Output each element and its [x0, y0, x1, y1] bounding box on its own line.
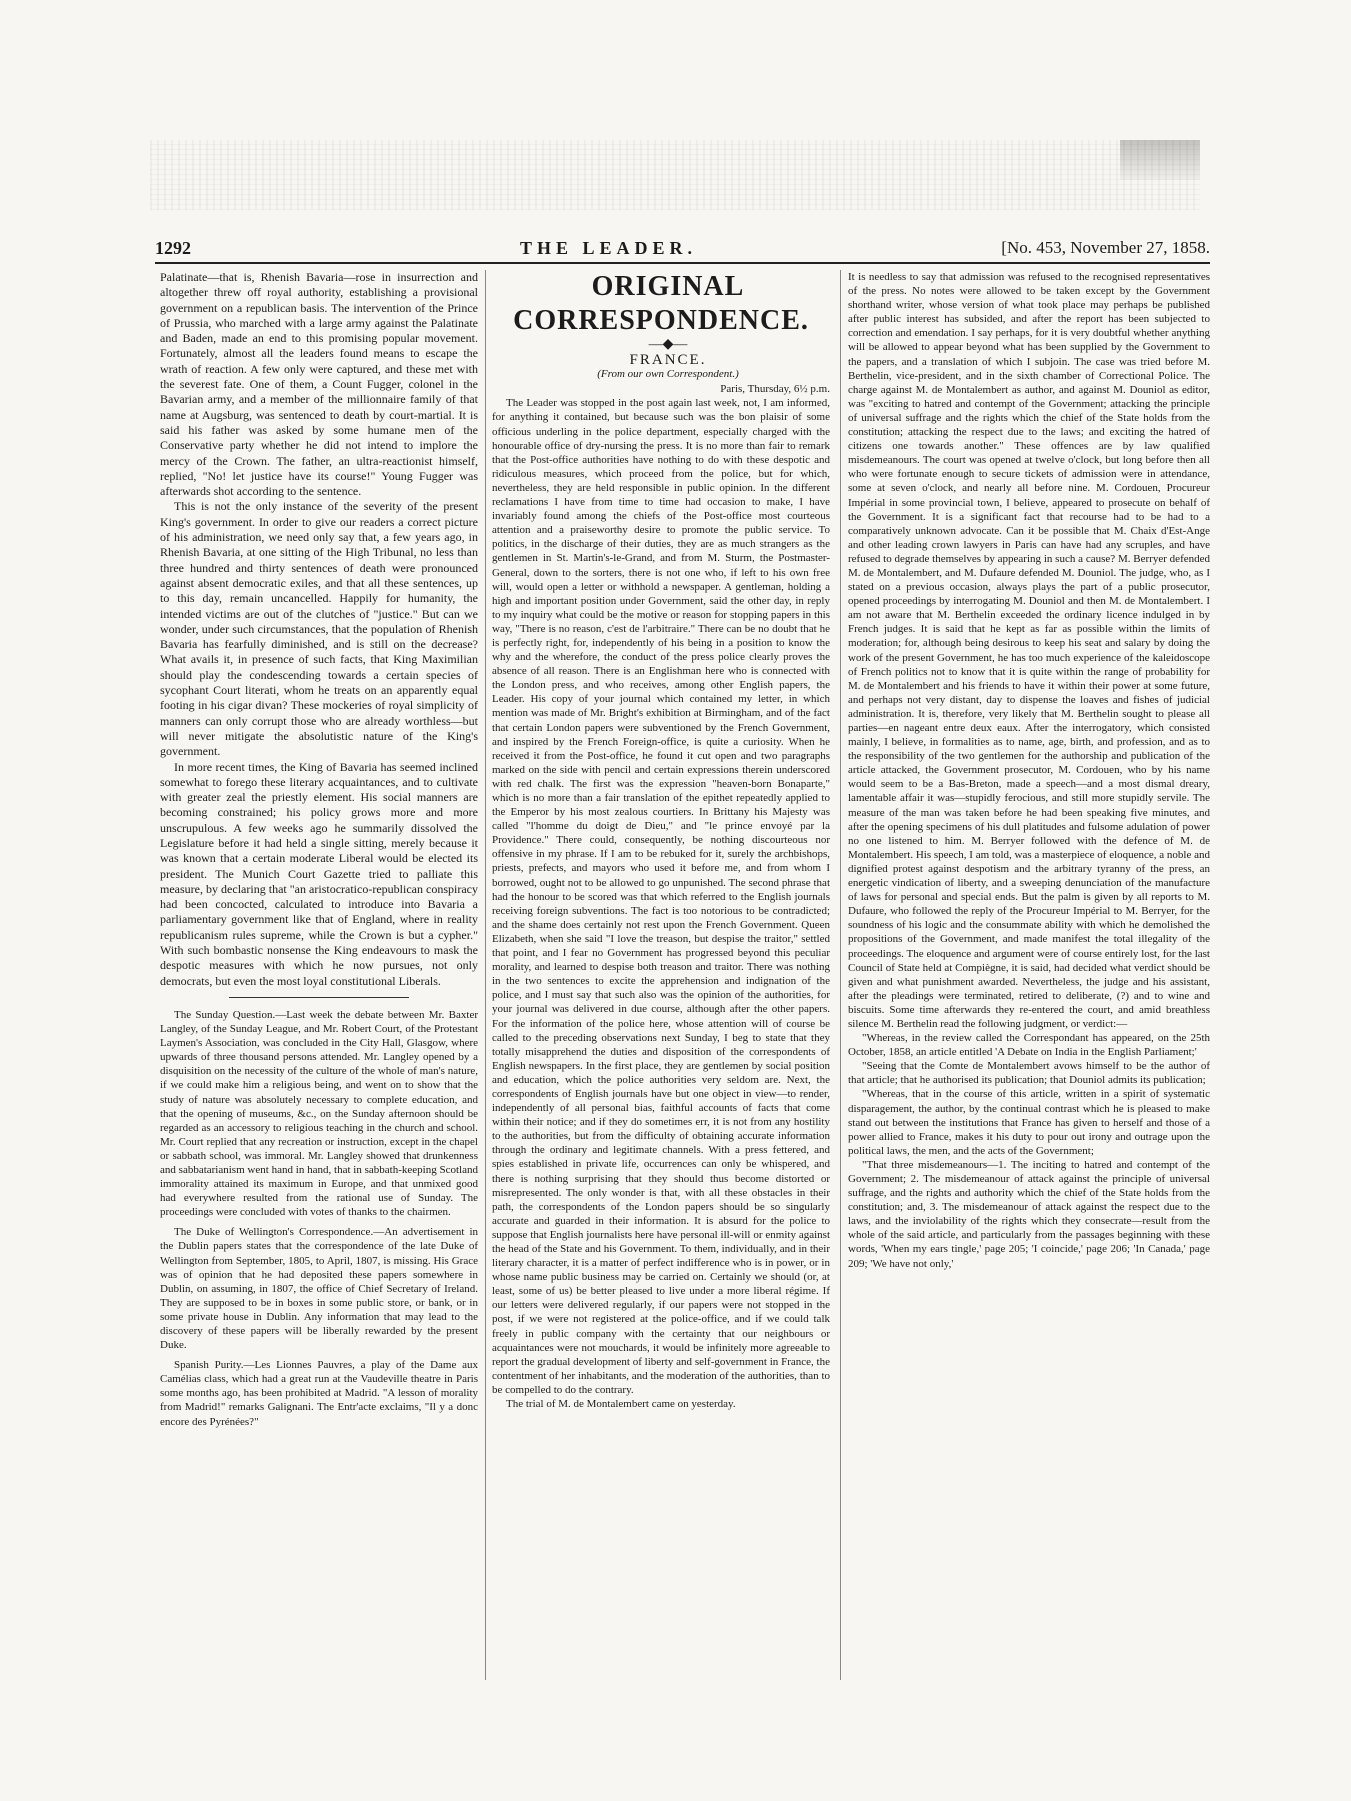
paragraph: Palatinate—that is, Rhenish Bavaria—rose in insurrection and altogether threw off royal authority, establishing a provisional government on a republican basis. The intervention of the Prince of Prussia, who marched with a large army against the Palatinate and Baden, made an end to this promising popular movement. Fortunately, almost all the leaders found means to escape the wrath of reaction. A few only were captured, and these met with the severest fate. One of them, a Count Fugger, colonel in the Bavarian army, and a member of the millionnaire family of that name at Augsburg, was sentenced to death by court-martial. It is said his father was asked by some humane men of the Conservative party whether he did not intend to implore the mercy of the Crown. The father, an ultra-reactionist himself, replied, "No! let justice have its course!" Young Fugger was afterwards shot according to the sentence. [160, 270, 478, 499]
news-item-sunday-question: The Sunday Question.—Last week the debate between Mr. Baxter Langley, of the Sunday League, and Mr. Robert Court, of the Protestant Laymen's Association, was concluded in the City Hall, Glasgow, where upwards of three thousand persons attended. Mr. Langley opened by a disquisition on the necessity of the culture of the whole of man's nature, if we could make him a religious being, and went on to show that the study of nature was absolutely necessary to complete education, and that the opening of museums, &c., on the Sunday afternoon should be regarded as an accessory to religious teaching in the church and school. Mr. Court replied that any recreation or instruction, except in the chapel or sabbath school, was immoral. Mr. Langley showed that drunkenness and sabbatarianism went hand in hand, that in sabbath-keeping Scotland immorality attained its maximum in Europe, and that unmixed good had everywhere resulted from the rational use of Sunday. The proceedings were concluded with votes of thanks to the chairmen. [160, 1008, 478, 1219]
ornament: —◆— [648, 337, 688, 352]
column-divider [840, 270, 841, 1680]
page-number: 1292 [155, 238, 191, 258]
paragraph: "Whereas, that in the course of this article, written in a spirit of systematic disparagement, the author, by the continual contrast which he is pleased to make stand out between the institutions that France has given to herself and those of a power allied to France, makes it his duty to pour out irony and outrage upon the political laws, the men, and the acts of the Government; [848, 1088, 1210, 1157]
section-heading: ORIGINAL CORRESPONDENCE. [513, 271, 809, 336]
news-item-wellington: The Duke of Wellington's Correspondence.—An advertisement in the Dublin papers states that the correspondence of the late Duke of Wellington from September, 1805, to April, 1807, is missing. His Grace was of opinion that he had deposited these papers somewhere in Dublin, on assuming, in 1807, the office of Chief Secretary of Ireland. They are supposed to be in boxes in some public store, or bank, or in some private house in Dublin. Any information that may lead to the discovery of these papers will be liberally rewarded by the present Duke. [160, 1226, 478, 1352]
paragraph: The trial of M. de Montalembert came on yesterday. [506, 1398, 736, 1411]
paragraph: "Seeing that the Comte de Montalembert avows himself to be the author of that article; that he authorised its publication; that Douniol admits its publication; [848, 1060, 1210, 1087]
section-divider [229, 997, 409, 998]
paragraph: It is needless to say that admission was refused to the recognised representatives of the press. No notes were allowed to be taken except by the Government shorthand writer, whose version of what took place may perhaps be published after public interest has subsided, and after the report has been subjected to correction and emendation. I say perhaps, for it is very doubtful whether anything will be allowed to appear beyond what has been supplied by the Government to the papers, and a translation of which I subjoin. The case was tried before M. Berthelin, vice-president, and in the sixth chamber of Correctional Police. The charge against M. de Montalembert as author, and against M. Douniol as editor, was "exciting to hatred and contempt of the Government; attacking the principle of universal suffrage and the rights which the chief of the State holds from the constitution; attacking the respect due to the laws; and exciting the hatred of citizens one towards another." These offences are by law qualified misdemeanours. The court was opened at twelve o'clock, but long before then all who were fortunate enough to secure tickets of admission were in attendance, some at seven o'clock, and nearly all before nine. M. Cordouen, Procureur Impérial in some provincial town, I believe, appeared to prosecute on behalf of the Government. It is a significant fact that recourse had to be had to a comparatively unknown advocate. Can it be possible that M. Chaix d'Est-Ange and other leading crown lawyers in Paris can have had any scruples, and have refused to degrade themselves by appearing in such a cause? M. Berryer defended M. de Montalembert, and M. Dufaure defended M. Douniol. The judge, who, as I stated on a previous occasion, always plays the part of a public prosecutor, opened proceedings by interrogating M. Douniol and then M. de Montalembert. I am not aware that M. Berthelin exceeded the ordinary licence indulged in by French judges. It is said that he kept as far as possible within the limits of moderation; for, although being desirous to keep his seat and salary by doing the work of the present Government, he has too much experience of the kaleidoscope of French politics not to know that it is quite within the range of probability for M. de Montalembert and his friends to have it within their power at some future, and perhaps not very distant, day to dispense the loaves and fishes of judicial administration. It is, therefore, very likely that M. Berthelin sought to please all parties—en nageant entre deux eaux. After the interrogatory, which consisted mainly, I believe, in formalities as to name, age, birth, and profession, and as to the responsibility of the two gentlemen for the authorship and publication of the article attacked, the Government prosecutor, M. Cordouen, who by his name would seem to be a Bas-Breton, made a speech—and a most dismal dreary, lamentable affair it was—stupidly ferocious, and still more stupidly servile. The measure of the man was taken before he had been speaking five minutes, and after the opening specimens of his dull platitudes and fulsome adulation of power no one listened to him. M. Berryer followed with the defence of M. de Montalembert. His speech, I am told, was a masterpiece of eloquence, a noble and dignified protest against despotism and the arbitrary tyranny of the press, an energetic vindication of liberty, and a sweeping denunciation of the manufacture of laws for personal and special ends. But the palm is given by all reports to M. Dufaure, who followed the reply of the Procureur Impérial to M. Berryer, for the soundness of his logic and the consummate ability with which he demolished the propositions of the Government, and made manifest the total illegality of the proceedings. The eloquence and argument were of course entirely lost, for the last Council of State held at Compiègne, it is said, had decided what verdict should be given and what punishment awarded. Nevertheless, the judge and his assistant, after the pleadings were terminated, retired to deliberate, (?) and to wine and biscuits. Some time afterwards they re-entered the court, and amid breathless silence M. Berthelin read the following judgment, or verdict:— [848, 271, 1210, 1030]
paragraph: The Leader was stopped in the post again last week, not, I am informed, for anything it contained, but because such was the bon plaisir of some officious underling in the police department, especially charged with the honourable office of dry-nursing the press. It is no more than fair to remark that the Post-office authorities have nothing to do with these despotic and ridiculous measures, which proceed from the police, but for which, nevertheless, they are held responsible in public opinion. In the different reclamations I have from time to time had occasion to make, I have invariably found among the chiefs of the Post-office most courteous attention and a praiseworthy desire to promote the public service. To politics, in the discharge of their duties, they are as much strangers as the gentlemen in St. Martin's-le-Grand, and from M. Sturm, the Postmaster-General, down to the sorters, there is not one who, if left to his own free will, would open a letter or withhold a newspaper. A gentleman, holding a high and important position under Government, said the other day, in reply to my inquiry what could be the motive or reason for stopping papers in this way, "There is no reason, c'est de l'arbitraire." There can be no doubt that he is perfectly right, for, independently of his being in a position to know the why and the wherefore, the conduct of the press police clearly proves the absence of all reason. There is an Englishman here who is connected with the London press, and who receives, among other English papers, the Leader. His copy of your journal which contained my letter, in which mention was made of Mr. Bright's exhibition at Birmingham, and of the fact that certain London papers were subventioned by the French Government, and inspired by the French Foreign-office, is quite a curiosity. When he received it from the Post-office, he found it cut open and two paragraphs marked on the side with pencil and certain expressions therein underscored with red chalk. The first was the expression "heaven-born Bonaparte," which is no more than a fair translation of the epithet repeatedly applied to the Emperor by his most zealous courtiers. In Brittany his Majesty was called "l'homme du doigt de Dieu," and "le prince envoyé par la Providence." There could, consequently, be nothing discourteous nor offensive in my phrase. If I am to be rebuked for it, surely the archbishops, priests, prefects, and mayors who used it before me, and from whom I borrowed, ought not to be allowed to go unpunished. The second phrase that had the honour to be scored was that which referred to the English journals receiving foreign subventions. The fact is too notorious to be contradicted; and the shame does certainly not rest upon the French Government. Queen Elizabeth, when she said "I love the treason, but despise the traitor," settled that point, and I fear no Government has progressed beyond this peculiar morality, and learned to despise both treason and traitor. There was nothing in the two sentences to excite the apprehension and indignation of the police, and I must say that such also was the opinion of the authorities, for your journal was delivered in due course, although after the other papers. For the information of the police here, whose attention will of course be called to the preceding observations next Sunday, I beg to state that they totally misapprehend the duties and disposition of the correspondents of English newspapers. In the first place, they are gentlemen by social position and education, which the police authorities very seldom are. Next, the correspondents of English journals have but one object in view—to render, independently of all personal bias, faithful accounts of facts that come within their notice; and if they do sometimes err, it is not from any hostility to the authorities, but from the difficulty of obtaining accurate information through the ordinary and legitimate channels. With a press fettered, and spies established in private life, occurrences can only be whispered, and there is nothing surprising that they should thus become distorted or misrepresented. The only wonder is that, with all these obstacles in their path, the correspondents of the London papers should be so singularly accurate and guarded in their information. It is absurd for the police to suppose that English journalists here have personal ill-will or enmity against the head of the State and his Government. To them, individually, and in their literary character, it is a matter of perfect indifference who is in power, or in whose name public business may be carried on. Certainly we should (or, at least, some of us) be better pleased to live under a more liberal régime. If our letters were delivered regularly, if our papers were not stopped in the post, if we were not registered at the police-office, and if we could talk freely in public company with the certainty that our neighbours or acquaintances were not mouchards, it would be infinitely more agreeable to report the gradual development of liberty and self-government in France, the contentment of her inhabitants, and the moderation of the authorities, than to be compelled to do the contrary. [492, 397, 830, 1396]
column-right [848, 270, 1210, 1690]
paragraph: "Whereas, in the review called the Correspondant has appeared, on the 25th October, 1858, an article entitled 'A Debate on India in the English Parliament;' [848, 1032, 1210, 1059]
column-left [160, 270, 478, 1680]
paragraph: In more recent times, the King of Bavaria has seemed inclined somewhat to forego these literary acquaintances, and to cultivate with greater zeal the priestly element. His social manners are becoming constrained; his policy grows more and more unscrupulous. A few weeks ago he summarily dissolved the Legislature before it had held a single sitting, merely because it was known that a certain moderate Liberal would be elected its president. The Munich Court Gazette tried to palliate this measure, by declaring that "an aristocratico-republican conspiracy had been concocted, calculated to introduce into Bavaria a parliamentary government like that of England, where in reality republicanism rules supreme, while the Crown is but a cypher." With such bombastic nonsense the King endeavours to mask the despotic measures with which he now pursues, not only democrats, but even the most loyal constitutional Liberals. [160, 759, 478, 988]
dateline: Paris, Thursday, 6½ p.m. [720, 382, 830, 395]
byline: (From our own Correspondent.) [597, 368, 739, 381]
column-middle [492, 270, 830, 1690]
subsection-heading: FRANCE. [629, 351, 707, 368]
paragraph: This is not the only instance of the severity of the present King's government. In order to give our readers a correct picture of his administration, we need only say that, a few years ago, in Rhenish Bavaria, at one sitting of the High Tribunal, no less than three hundred and thirty sentences of death were pronounced against absent democratic exiles, and that all these sentences, up to this day, remain uncancelled. Happily for humanity, the intended victims are out of the clutches of "justice." But can we wonder, under such circumstances, that the population of Rhenish Bavaria has fearfully diminished, and is still on the decrease? What avails it, in presence of such facts, that King Maximilian should play the condescending towards a certain species of sycophant Court literati, whom he treats on an apparently equal footing in his cigar divan? These mockeries of royal simplicity of manners can only corrupt those who are already worthless—but will never mitigate the absolutistic nature of the King's government. [160, 499, 478, 759]
column-divider [485, 270, 486, 1680]
scan-artifact [150, 140, 1200, 210]
masthead: THE LEADER. [520, 238, 698, 258]
scan-artifact-corner [1120, 140, 1200, 180]
issue-line: [No. 453, November 27, 1858. [1001, 238, 1210, 257]
header-rule [155, 262, 1210, 264]
page-header [155, 238, 1210, 260]
paragraph: "That three misdemeanours—1. The inciting to hatred and contempt of the Government; 2. The misdemeanour of attack against the principle of universal suffrage, and the rights and authority which the chief of the State holds from the constitution; and, 3. The misdemeanour of attack against the respect due to the laws, and the inviolability of the rights which they consecrate—result from the whole of the said article, and particularly from the passages beginning with these words, 'When my ears tingle,' page 205; 'I coincide,' page 206; 'In Canada,' page 209; 'We have not only,' [848, 1158, 1210, 1270]
news-item-spanish-purity: Spanish Purity.—Les Lionnes Pauvres, a play of the Dame aux Camélias class, which had a great run at the Vaudeville theatre in Paris some months ago, has been prohibited at Madrid. "A lesson of morality from Madrid!" remarks Galignani. The Entr'acte exclaims, "Il y a donc encore des Pyrénées?" [160, 1359, 478, 1428]
